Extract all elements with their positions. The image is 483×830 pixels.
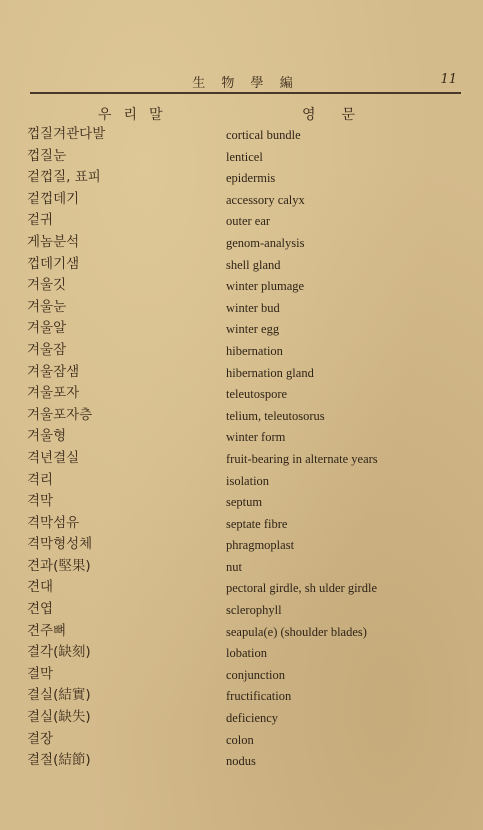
english-term: cortical bundle	[226, 128, 301, 142]
glossary-row	[0, 124, 483, 146]
english-term: outer ear	[226, 214, 271, 229]
english-term: winter form	[226, 430, 286, 445]
glossary-row	[0, 189, 483, 211]
english-term: phragmoplast	[226, 538, 295, 553]
english-term: winter bud	[226, 300, 280, 315]
glossary-row	[0, 275, 483, 297]
glossary-row	[0, 534, 483, 556]
korean-term: 겉귀	[27, 212, 54, 229]
english-term: genom-analysis	[226, 235, 305, 250]
english-term: pectoral girdle, sh ulder girdle	[226, 581, 377, 596]
english-term: accessory calyx	[226, 192, 305, 207]
glossary-row	[0, 318, 483, 340]
glossary-row	[0, 577, 483, 599]
glossary-row	[0, 383, 483, 405]
glossary-row	[0, 599, 483, 621]
english-term: septate fibre	[226, 516, 288, 531]
english-term: sclerophyll	[226, 603, 282, 618]
english-term: nodus	[226, 754, 256, 769]
english-term: conjunction	[226, 667, 286, 682]
english-term: isolation	[226, 473, 270, 488]
english-term: nut	[226, 559, 242, 574]
korean-term: 격막섬유	[27, 514, 80, 531]
glossary-row	[0, 448, 483, 470]
korean-term: 겨울잠	[27, 341, 67, 358]
korean-term: 결절(結節)	[27, 752, 91, 769]
column-header-english: 영문	[302, 107, 382, 123]
english-term: septum	[226, 495, 263, 510]
glossary-row	[0, 254, 483, 276]
korean-term: 결막	[27, 665, 54, 682]
korean-term: 격년결실	[27, 449, 80, 466]
korean-term: 게놈분석	[27, 233, 80, 250]
english-term: winter plumage	[226, 279, 305, 294]
english-term: shell gland	[226, 257, 281, 272]
glossary-row	[0, 707, 483, 729]
glossary-row	[0, 167, 483, 189]
korean-term: 겉껍데기	[27, 190, 80, 207]
korean-term: 격막형성체	[27, 536, 93, 553]
glossary-row	[0, 362, 483, 384]
korean-term: 겉껍질, 표피	[27, 169, 101, 186]
glossary-list	[0, 124, 483, 772]
korean-term: 껍데기샘	[27, 255, 80, 272]
english-term: fruit-bearing in alternate years	[226, 451, 378, 466]
column-header-korean: 우리말	[98, 107, 175, 123]
korean-term: 겨울알	[27, 320, 67, 337]
english-term: epidermis	[226, 171, 276, 186]
korean-term: 격리	[27, 471, 54, 488]
glossary-row	[0, 513, 483, 535]
korean-term: 견주뼈	[27, 622, 67, 639]
english-term: teleutospore	[226, 387, 288, 402]
korean-term: 견대	[27, 579, 54, 596]
korean-term: 껍질겨관다발	[27, 126, 106, 142]
glossary-row	[0, 729, 483, 751]
glossary-row	[0, 426, 483, 448]
korean-term: 겨울깃	[27, 277, 67, 294]
english-term: colon	[226, 732, 254, 747]
korean-term: 겨울포자	[27, 385, 80, 402]
english-term: seapula(e) (shoulder blades)	[226, 624, 367, 639]
glossary-row	[0, 642, 483, 664]
korean-term: 결장	[27, 730, 54, 747]
korean-term: 겨울눈	[27, 298, 67, 315]
glossary-row	[0, 146, 483, 168]
english-term: fructification	[226, 689, 292, 704]
glossary-row	[0, 556, 483, 578]
glossary-row	[0, 750, 483, 772]
glossary-row	[0, 405, 483, 427]
english-term: lenticel	[226, 149, 263, 164]
korean-term: 결실(結實)	[27, 687, 91, 704]
english-term: lobation	[226, 646, 267, 661]
page-header	[30, 68, 461, 94]
glossary-row	[0, 340, 483, 362]
korean-term: 겨울형	[27, 428, 67, 445]
korean-term: 격막	[27, 493, 54, 510]
glossary-row	[0, 297, 483, 319]
glossary-row	[0, 210, 483, 232]
korean-term: 견과(堅果)	[27, 557, 91, 574]
english-term: telium, teleutosorus	[226, 408, 325, 423]
page-header-title: 生 物 學 編	[192, 76, 299, 91]
korean-term: 겨울포자층	[27, 406, 93, 423]
korean-term: 결실(缺失)	[27, 709, 91, 726]
korean-term: 견엽	[27, 601, 54, 618]
english-term: hibernation	[226, 343, 283, 358]
english-term: winter egg	[226, 322, 280, 337]
glossary-row	[0, 685, 483, 707]
glossary-row	[0, 232, 483, 254]
glossary-row	[0, 491, 483, 513]
english-term: deficiency	[226, 711, 279, 726]
korean-term: 겨울잠샘	[27, 363, 80, 380]
glossary-row	[0, 470, 483, 492]
page-number: 11	[440, 72, 457, 87]
korean-term: 결각(缺刻)	[27, 644, 91, 661]
glossary-row	[0, 664, 483, 686]
korean-term: 껍질눈	[27, 147, 67, 164]
english-term: hibernation gland	[226, 365, 314, 380]
glossary-row	[0, 621, 483, 643]
